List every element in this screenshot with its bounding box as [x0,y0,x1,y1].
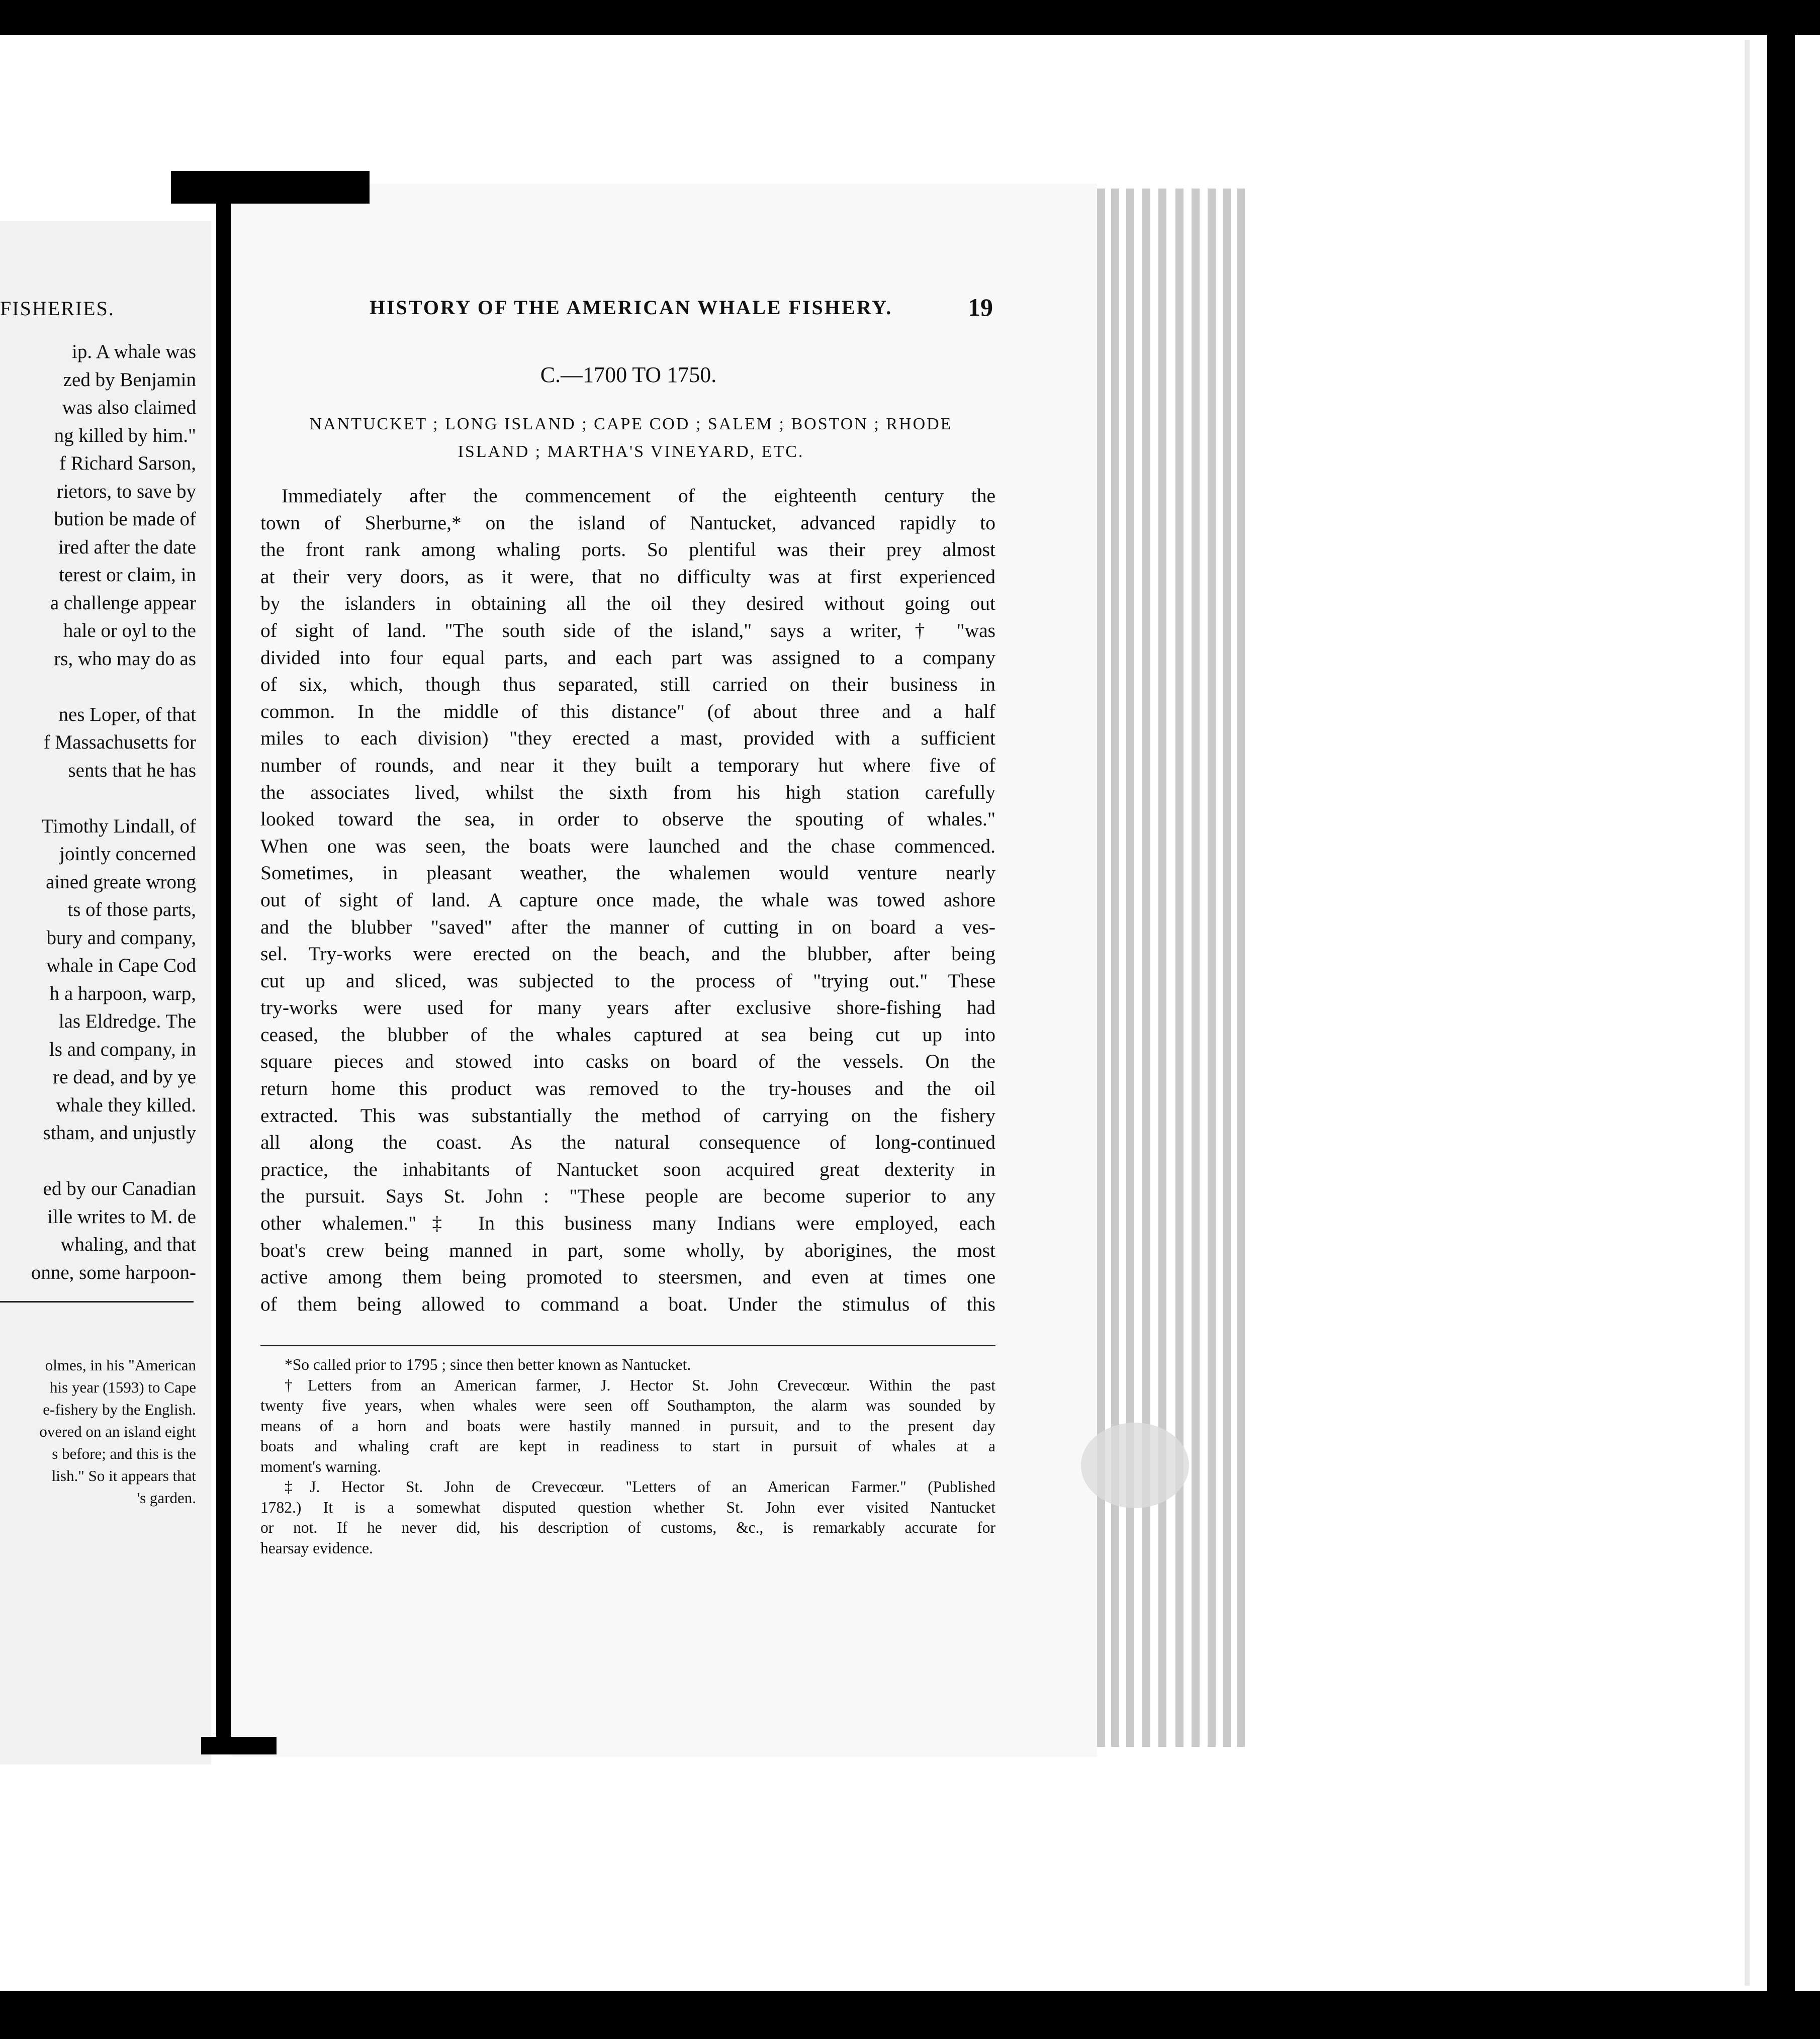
left-footnote-line: e-fishery by the English. [43,1401,196,1418]
body-line: divided into four equal parts, and each part was assigned to a company [260,646,995,669]
page-edge [1223,189,1231,1747]
footnote-line: *So called prior to 1795 ; since then better known as Nantucket. [285,1356,691,1373]
body-line: cut up and sliced, was subjected to the process of "trying out." These [260,969,995,992]
body-line: miles to each division) "they erected a mast, provided with a sufficient [260,727,995,750]
body-line: active among them being promoted to steersmen, and even at times one [260,1266,995,1288]
footnote-line: means of a horn and boats were hastily manned in pursuit, and to the present day [260,1417,995,1435]
body-line: number of rounds, and near it they built a temporary hut where five of [260,754,995,776]
body-line: return home this product was removed to the try-houses and the oil [260,1077,995,1100]
body-line: extracted. This was substantially the method of carrying on the fishery [260,1104,995,1127]
left-text-line: jointly concerned [59,843,196,865]
running-head: HISTORY OF THE AMERICAN WHALE FISHERY. [370,296,893,319]
gutter-bracket [216,201,231,1754]
page-edge [1126,189,1134,1747]
section-title: C.—1700 TO 1750. [540,362,717,387]
footnote-line: 1782.) It is a somewhat disputed question whether St. John ever visited Nantucket [260,1498,995,1516]
film-border-top [0,0,1820,35]
body-line: of six, which, though thus separated, still carried on their business in [260,673,995,696]
body-line: sel. Try-works were erected on the beach, and the blubber, after being [260,943,995,965]
footnote-rule [260,1345,995,1346]
film-border-bottom [0,1991,1820,2039]
left-page-running-head: FISHERIES. [0,297,115,320]
page-edge [1097,189,1105,1747]
left-footnote-rule [0,1301,194,1303]
left-text-line: las Eldredge. The [58,1010,196,1032]
body-line: boat's crew being manned in part, some wholly, by aborigines, the most [260,1239,995,1261]
left-footnote-line: olmes, in his "American [45,1356,196,1374]
left-text-line: ained greate wrong [46,871,196,893]
left-text-line: ls and company, in [49,1038,196,1060]
left-page [0,221,211,1765]
body-line: at their very doors, as it were, that no difficulty was at first experienced [260,565,995,588]
gutter-bracket-top [171,171,370,204]
body-line: of them being allowed to command a boat. Under the stimulus of this [260,1292,995,1315]
left-text-line: terest or claim, in [59,564,196,586]
page-edge [1192,189,1200,1747]
left-text-line: whaling, and that [60,1234,196,1255]
left-text-line: ip. A whale was [72,341,196,362]
page-edge [1237,189,1245,1747]
body-line: the associates lived, whilst the sixth from his high station carefully [260,781,995,803]
footnote-line: ‡J. Hector St. John de Crevecœur. "Letters of an American Farmer." (Published [285,1478,995,1496]
left-text-line: ed by our Canadian [43,1178,196,1199]
film-edge-line [1745,40,1750,1986]
body-line: and the blubber "saved" after the manner of cutting in on board a ves- [260,915,995,938]
body-line: Immediately after the commencement of the eighteenth century the [282,485,995,507]
page-number: 19 [968,293,993,321]
page-edge [1142,189,1150,1747]
page-edge [1175,189,1184,1747]
left-text-line: ired after the date [58,536,196,558]
body-line: other whalemen."‡ In this business many Indians were employed, each [260,1212,995,1235]
body-line: of sight of land. "The south side of the island," says a writer,† "was [260,619,995,641]
body-line: practice, the inhabitants of Nantucket soon acquired great dexterity in [260,1158,995,1180]
left-footnote-line: s before; and this is the [52,1445,196,1462]
left-text-line: hale or oyl to the [63,620,196,641]
left-footnote-line: 's garden. [137,1489,196,1507]
body-line: out of sight of land. A capture once made, the whale was towed ashore [260,888,995,911]
body-line: the pursuit. Says St. John : "These people are become superior to any [260,1185,995,1208]
body-line: town of Sherburne,* on the island of Nantucket, advanced rapidly to [260,511,995,534]
left-text-line: rs, who may do as [54,647,196,670]
page-stack-edges [1097,189,1250,1747]
left-text-line: rietors, to save by [56,480,196,502]
footnote-line: or not. If he never did, his description of customs, &c., is remarkably accurate for [260,1519,995,1536]
left-text-line: h a harpoon, warp, [49,982,196,1004]
left-text-line: re dead, and by ye [53,1066,196,1088]
left-text-line: onne, some harpoon- [31,1261,196,1283]
left-text-line: stham, and unjustly [43,1122,196,1144]
section-subtitle-line-2: ISLAND ; MARTHA'S VINEYARD, ETC. [458,442,804,461]
left-footnote-line: his year (1593) to Cape [50,1378,196,1396]
left-text-line: bution be made of [54,508,196,530]
left-text-line: f Massachusetts for [43,731,196,753]
body-line: ceased, the blubber of the whales captured at sea being cut up into [260,1023,995,1046]
left-text-line: a challenge appear [50,592,196,614]
left-text-line: f Richard Sarson, [59,452,196,474]
left-text-line: whale in Cape Cod [46,955,196,976]
body-line: common. In the middle of this distance" (of about three and a half [260,700,995,722]
footnote-line: moment's warning. [260,1457,382,1475]
left-text-line: bury and company, [46,926,196,949]
left-text-line: sents that he has [68,759,196,781]
body-line: the front rank among whaling ports. So plentiful was their prey almost [260,538,995,561]
page-edge [1208,189,1216,1747]
left-text-line: ng killed by him." [54,424,196,446]
page-edge [1158,189,1166,1747]
left-footnote-line: lish." So it appears that [51,1467,196,1485]
page-edge [1111,189,1119,1747]
left-text-line: whale they killed. [56,1094,196,1116]
stain-mark [1081,1423,1189,1508]
body-line: looked toward the sea, in order to observe the spouting of whales." [260,808,995,830]
left-text-line: Timothy Lindall, of [41,815,196,837]
body-line: When one was seen, the boats were launched and the chase commenced. [260,835,995,857]
footnote-line: hearsay evidence. [260,1539,373,1557]
left-text-line: ille writes to M. de [47,1206,196,1228]
body-line: Sometimes, in pleasant weather, the whalemen would venture nearly [260,862,995,884]
body-line: all along the coast. As the natural consequence of long-continued [260,1131,995,1154]
footnote-line: boats and whaling craft are kept in readiness to start in pursuit of whales at a [260,1437,995,1455]
section-subtitle-line-1: NANTUCKET ; LONG ISLAND ; CAPE COD ; SALEM ; BOSTON ; RHODE [309,415,953,433]
body-line: square pieces and stowed into casks on board of the vessels. On the [260,1050,995,1073]
left-text-line: was also claimed [62,397,196,418]
footnote-line: twenty five years, when whales were seen off Southampton, the alarm was sounded by [260,1397,995,1414]
body-text [260,483,995,1318]
film-border-right [1767,35,1795,1991]
gutter-bracket-bottom [201,1737,277,1754]
left-text-line: nes Loper, of that [58,703,196,725]
footnote-line: †Letters from an American farmer, J. Hector St. John Crevecœur. Within the past [285,1376,995,1394]
body-line: try-works were used for many years after exclusive shore-fishing had [260,996,995,1019]
film-margin-right [1795,35,1820,1991]
left-text-line: zed by Benjamin [63,368,196,391]
left-footnote-line: overed on an island eight [39,1423,196,1440]
left-text-line: ts of those parts, [67,899,196,920]
footnotes [260,1355,995,1558]
body-line: by the islanders in obtaining all the oil they desired without going out [260,592,995,615]
